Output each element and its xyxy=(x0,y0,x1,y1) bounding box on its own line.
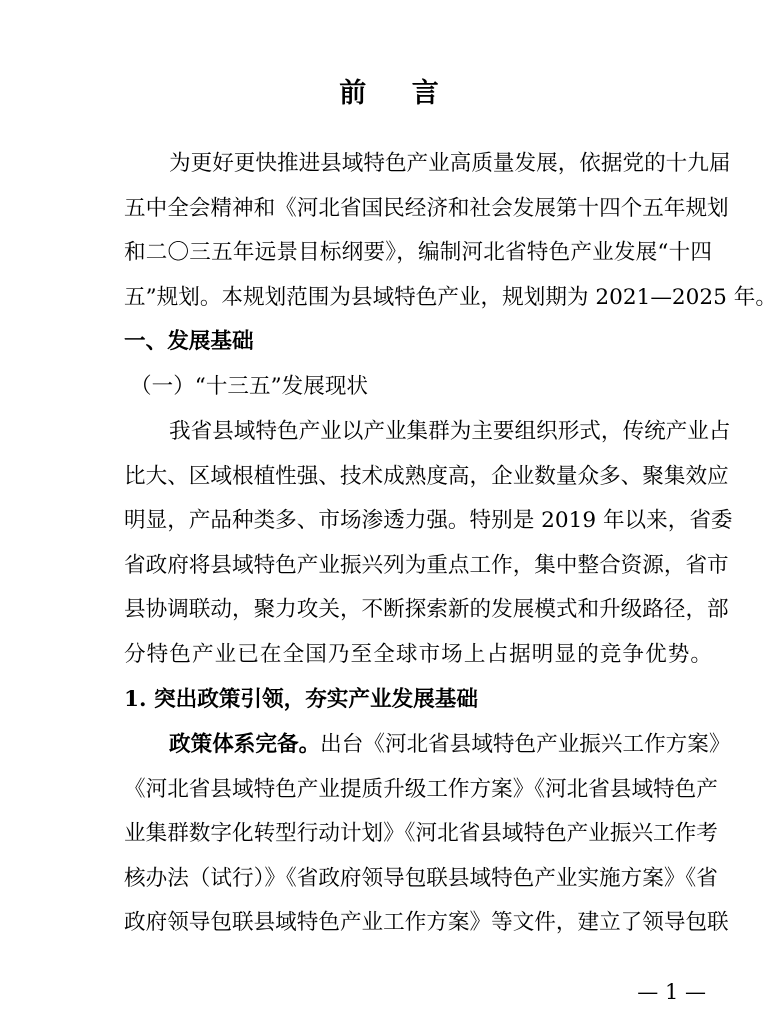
section-line: 县协调联动，聚力攻关，不断探索新的发展模式和升级路径，部 xyxy=(124,597,729,623)
section-line: 我省县域特色产业以产业集群为主要组织形式，传统产业占 xyxy=(169,419,731,444)
item-line: 核办法（试行）》《省政府领导包联县域特色产业实施方案》《省 xyxy=(124,865,718,891)
preface-line: 五中全会精神和《河北省国民经济和社会发展第十四个五年规划 xyxy=(124,195,729,221)
item-first-line xyxy=(79,723,731,768)
preface-line: 五”规划。本规划范围为县域特色产业，规划期为 2021—2025 年。 xyxy=(124,284,777,310)
item-line: 政府领导包联县域特色产业工作方案》等文件，建立了领导包联 xyxy=(124,910,729,936)
item-line: 《河北省县域特色产业提质升级工作方案》《河北省县域特色产 xyxy=(124,776,718,802)
preface-line: 为更好更快推进县域特色产业高质量发展，依据党的十九届 xyxy=(169,151,731,176)
section-line: 明显，产品种类多、市场渗透力强。特别是 2019 年以来，省委 xyxy=(124,508,733,534)
page-title: 前 言 xyxy=(339,78,457,109)
item-lead: 政策体系完备。 xyxy=(169,732,321,757)
preface-paragraph xyxy=(79,142,777,320)
section-paragraph xyxy=(79,410,733,678)
subsection-heading: （一）“十三五”发展现状 xyxy=(130,374,369,399)
section-line: 省政府将县域特色产业振兴列为重点工作，集中整合资源，省市 xyxy=(124,552,729,578)
item-heading: 1. 突出政策引领，夯实产业发展基础 xyxy=(124,687,478,712)
item-first-line-rest: 出台《河北省县域特色产业振兴工作方案》 xyxy=(320,732,731,757)
section-line: 比大、区域根植性强、技术成熟度高，企业数量众多、聚集效应 xyxy=(124,463,729,489)
preface-line: 和二〇三五年远景目标纲要》，编制河北省特色产业发展“十四 xyxy=(124,240,712,266)
section-line: 分特色产业已在全国乃至全球市场上占据明显的竞争优势。 xyxy=(124,641,712,667)
item-line: 业集群数字化转型行动计划》《河北省县域特色产业振兴工作考 xyxy=(124,821,718,847)
page-number: — 1 — xyxy=(637,980,706,1004)
item-paragraph xyxy=(79,723,731,946)
section-heading: 一、发展基础 xyxy=(124,329,254,354)
